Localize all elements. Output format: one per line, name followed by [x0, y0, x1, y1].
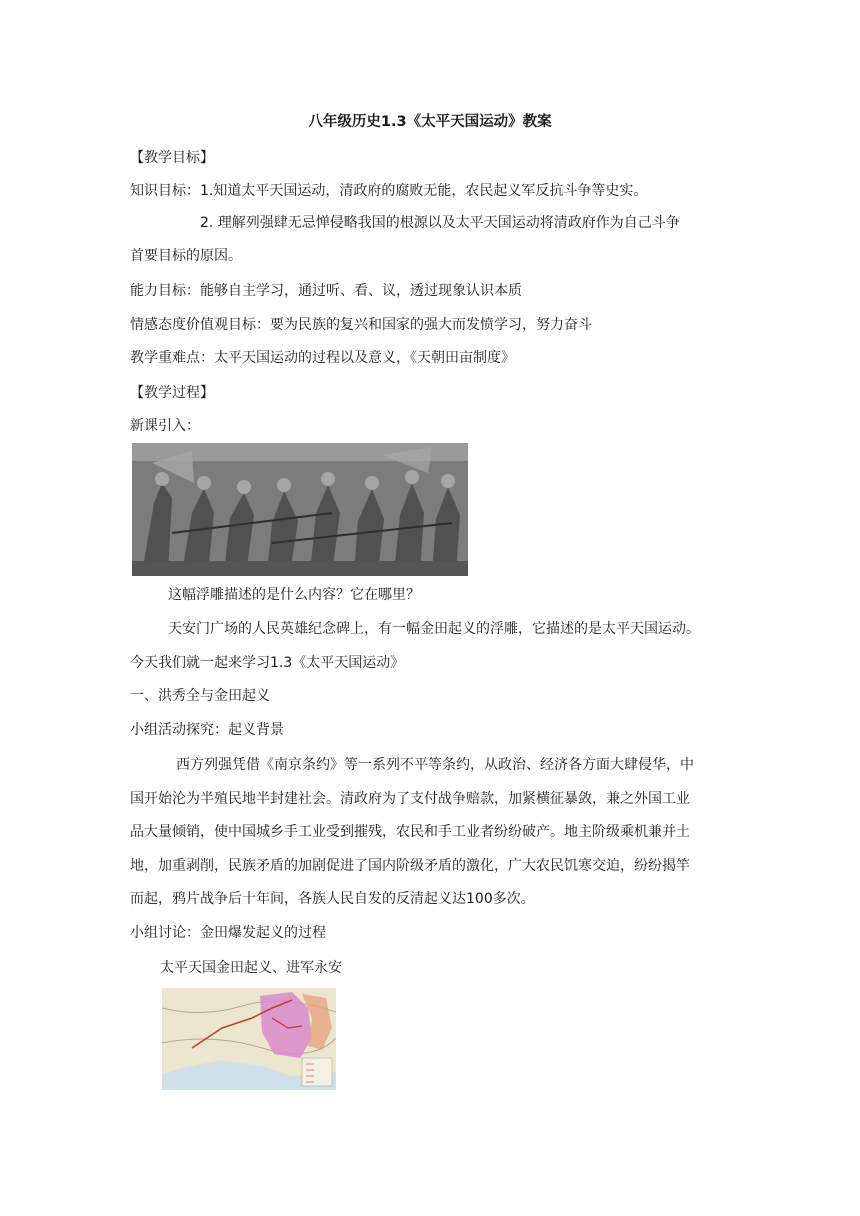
intro-label: 新课引入： [130, 418, 200, 434]
heading-teaching-goals: 【教学目标】 [130, 150, 214, 166]
heading-teaching-process: 【教学过程】 [130, 385, 214, 401]
background-paragraph-line-5: 而起，鸦片战争后十年间，各族人民自发的反清起义达100多次。 [130, 891, 535, 907]
knowledge-goal-2-line-1: 2. 理解列强肆无忌惮侵略我国的根源以及太平天国运动将清政府作为自己斗争 [200, 215, 680, 231]
map-caption: 太平天国金田起义、进军永安 [160, 960, 342, 976]
background-paragraph-line-1: 西方列强凭借《南京条约》等一系列不平等条约，从政治、经济各方面大肆侵华，中 [176, 757, 694, 773]
knowledge-goal-1: 知识目标：1.知道太平天国运动，清政府的腐败无能，农民起义军反抗斗争等史实。 [130, 183, 648, 199]
ability-goal: 能力目标：能够自主学习，通过听、看、议，透过现象认识本质 [130, 283, 522, 299]
taiping-campaign-map-image [162, 988, 336, 1090]
group-discussion-label: 小组讨论：金田爆发起义的过程 [130, 925, 326, 941]
intro-answer-line-1: 天安门广场的人民英雄纪念碑上，有一幅金田起义的浮雕，它描述的是太平天国运动。 [168, 621, 700, 637]
intro-question: 这幅浮雕描述的是什么内容？它在哪里？ [168, 587, 420, 603]
background-paragraph-line-4: 地，加重剥削，民族矛盾的加剧促进了国内阶级矛盾的激化，广大农民饥寒交迫，纷纷揭竿 [130, 858, 690, 874]
background-paragraph-line-2: 国开始沦为半殖民地半封建社会。清政府为了支付战争赔款，加紧横征暴敛，兼之外国工业 [130, 791, 690, 807]
emotion-goal: 情感态度价值观目标：要为民族的复兴和国家的强大而发愤学习，努力奋斗 [130, 317, 592, 333]
section-heading-1: 一、洪秀全与金田起义 [130, 688, 270, 704]
intro-answer-line-2: 今天我们就一起来学习1.3《太平天国运动》 [130, 655, 405, 671]
document-title: 八年级历史1.3《太平天国运动》教案 [308, 114, 552, 130]
relief-sculpture-image [132, 443, 468, 576]
background-paragraph-line-3: 品大量倾销，使中国城乡手工业受到摧残，农民和手工业者纷纷破产。地主阶级乘机兼并土 [130, 824, 690, 840]
key-points: 教学重难点：太平天国运动的过程以及意义，《天朝田亩制度》 [130, 350, 515, 366]
knowledge-goal-2-line-2: 首要目标的原因。 [130, 248, 242, 264]
group-activity-label: 小组活动探究：起义背景 [130, 722, 284, 738]
